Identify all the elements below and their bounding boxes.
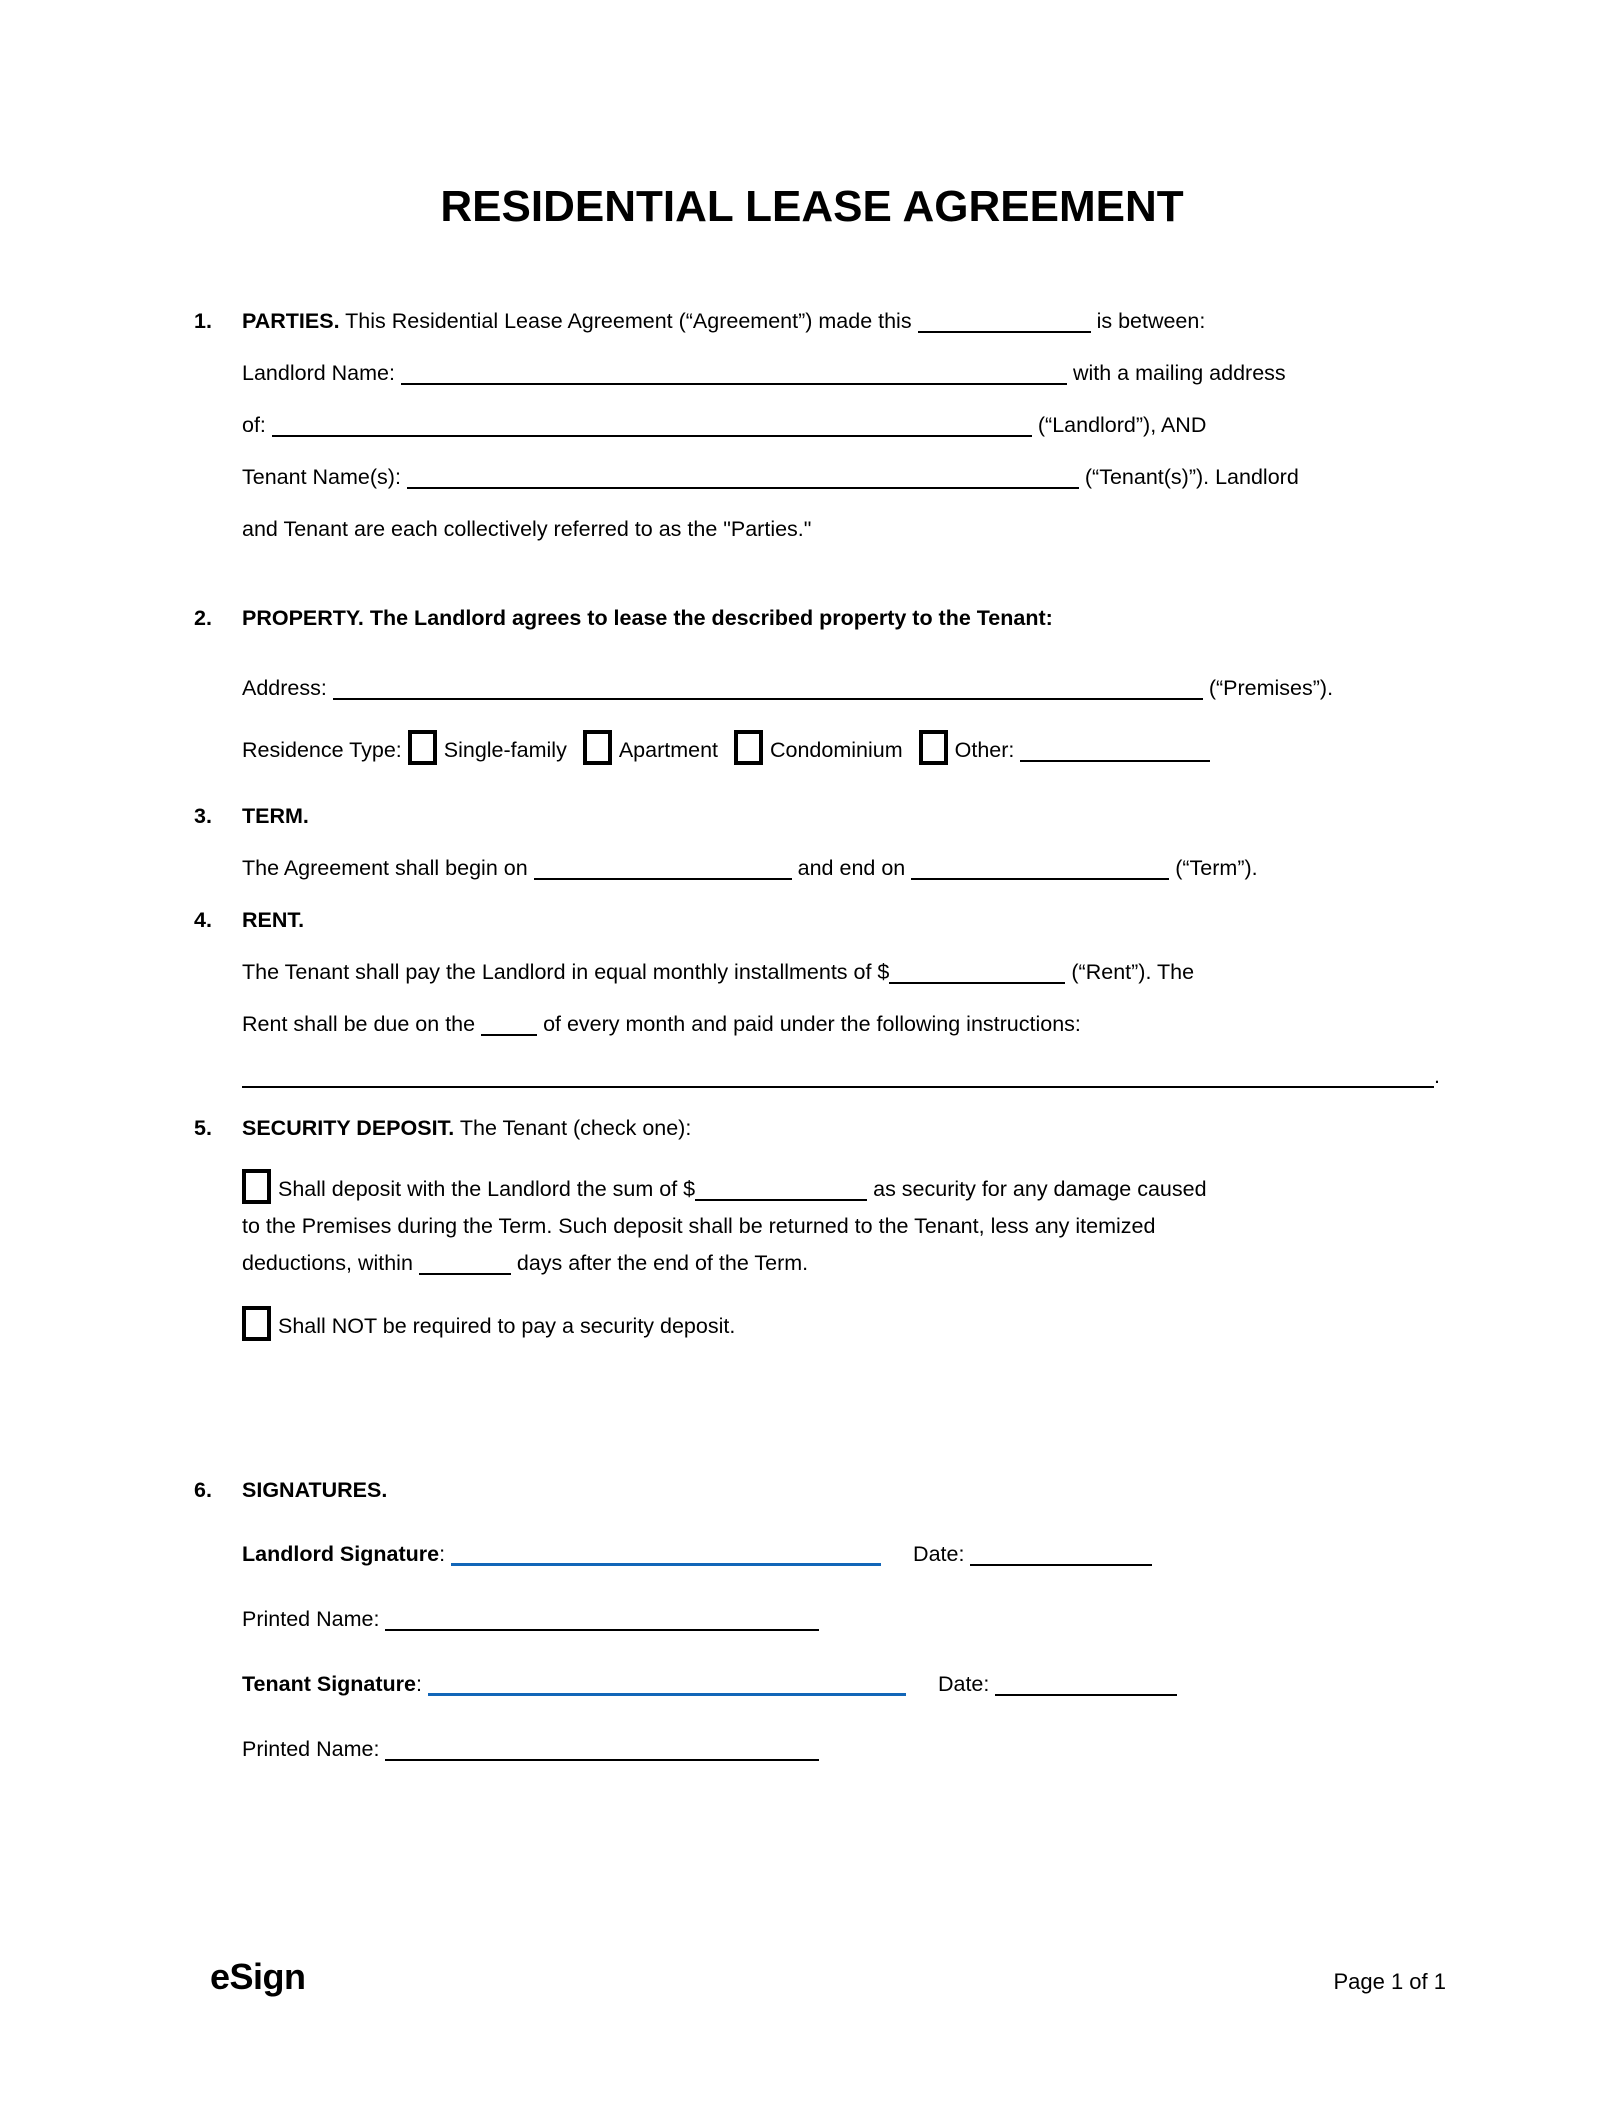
property-address-after: (“Premises”). xyxy=(1208,676,1334,700)
property-section-number: 2. xyxy=(194,606,212,630)
parties-section-number: 1. xyxy=(194,309,212,333)
tenant-printed-name-row xyxy=(194,1723,1448,1775)
agreement-date-blank[interactable] xyxy=(918,305,1091,333)
deposit-days-blank[interactable] xyxy=(419,1247,511,1275)
term-heading: TERM. xyxy=(242,804,309,828)
residence-type-label: Residence Type: xyxy=(242,738,402,762)
landlord-date-label: Date: xyxy=(913,1542,965,1566)
other-residence-blank[interactable] xyxy=(1020,734,1210,762)
tenant-printed-name-label: Printed Name: xyxy=(242,1737,380,1761)
term-heading-line xyxy=(194,790,1448,842)
checkbox-security-deposit[interactable] xyxy=(242,1169,271,1204)
rent-heading-line xyxy=(194,894,1448,946)
property-heading-line xyxy=(194,592,1448,644)
parties-closing-line xyxy=(194,503,1448,555)
checkbox-no-security-deposit[interactable] xyxy=(242,1306,271,1341)
rent-instructions-line xyxy=(194,1050,1448,1102)
tenant-printed-name-blank[interactable] xyxy=(385,1733,819,1761)
page-footer xyxy=(210,1956,1446,1998)
rent-line-period: . xyxy=(1434,1064,1440,1088)
rent-line-1 xyxy=(194,946,1448,998)
term-end-date-blank[interactable] xyxy=(911,852,1169,880)
tenant-name-after: (“Tenant(s)”). Landlord xyxy=(1084,465,1299,489)
tenant-signature-line-row xyxy=(194,1658,1448,1710)
landlord-signature-colon: : xyxy=(439,1542,446,1566)
term-start-date-blank[interactable] xyxy=(534,852,792,880)
parties-closing-text: and Tenant are each collectively referred to as the "Parties." xyxy=(242,517,812,541)
deposit-option-line-1 xyxy=(194,1169,1448,1208)
document-body xyxy=(194,232,1448,1775)
rent-amount-after: (“Rent”). The xyxy=(1071,960,1195,984)
landlord-signature-field[interactable] xyxy=(451,1537,881,1566)
landlord-address-after: (“Landlord”), AND xyxy=(1037,413,1207,437)
deposit-text-1b: as security for any damage caused xyxy=(873,1177,1207,1201)
deposit-text-2: to the Premises during the Term. Such deposit shall be returned to the Tenant, less any itemized xyxy=(242,1214,1156,1238)
term-end-text: and end on xyxy=(797,856,906,880)
rent-line-2 xyxy=(194,998,1448,1050)
property-address-line xyxy=(194,662,1448,714)
rent-section-number: 4. xyxy=(194,908,212,932)
parties-intro-before: This Residential Lease Agreement (“Agreement”) made this xyxy=(345,309,912,333)
landlord-printed-name-blank[interactable] xyxy=(385,1603,819,1631)
checkbox-single-family[interactable] xyxy=(408,730,437,765)
landlord-address-label: of: xyxy=(242,413,266,437)
checkbox-condominium[interactable] xyxy=(734,730,763,765)
parties-intro-after: is between: xyxy=(1096,309,1206,333)
deposit-text-3b: days after the end of the Term. xyxy=(516,1251,809,1275)
deposit-option-line-3 xyxy=(194,1245,1448,1282)
tenant-name-blank[interactable] xyxy=(407,461,1079,489)
rent-due-day-blank[interactable] xyxy=(481,1008,537,1036)
landlord-name-label: Landlord Name: xyxy=(242,361,395,385)
landlord-date-blank[interactable] xyxy=(970,1538,1152,1566)
security-heading: SECURITY DEPOSIT. xyxy=(242,1116,455,1140)
checkbox-other[interactable] xyxy=(919,730,948,765)
property-heading: PROPERTY. xyxy=(242,606,364,630)
landlord-name-after: with a mailing address xyxy=(1072,361,1286,385)
document-title: RESIDENTIAL LEASE AGREEMENT xyxy=(440,182,1184,231)
term-after-text: (“Term”). xyxy=(1175,856,1258,880)
rent-due-text: Rent shall be due on the xyxy=(242,1012,476,1036)
landlord-address-line xyxy=(194,399,1448,451)
landlord-signature-label: Landlord Signature xyxy=(242,1542,440,1566)
no-deposit-text: Shall NOT be required to pay a security deposit. xyxy=(278,1314,736,1338)
tenant-name-line xyxy=(194,451,1448,503)
term-body-line xyxy=(194,842,1448,894)
property-intro: The Landlord agrees to lease the described property to the Tenant: xyxy=(369,606,1053,630)
tenant-date-blank[interactable] xyxy=(995,1668,1177,1696)
rent-amount-blank[interactable] xyxy=(889,956,1065,984)
page-number: Page 1 of 1 xyxy=(1333,1969,1446,1994)
security-heading-line xyxy=(194,1102,1448,1154)
signatures-section-number: 6. xyxy=(194,1478,212,1502)
option-apartment-label: Apartment xyxy=(618,738,718,762)
rent-due-after: of every month and paid under the following instructions: xyxy=(543,1012,1081,1036)
option-single-family-label: Single-family xyxy=(443,738,567,762)
landlord-printed-name-row xyxy=(194,1593,1448,1645)
checkbox-apartment[interactable] xyxy=(583,730,612,765)
option-other-label: Other: xyxy=(954,738,1015,762)
esign-logo: eSign xyxy=(210,1956,306,1997)
residence-type-line xyxy=(194,724,1448,776)
tenant-date-label: Date: xyxy=(937,1672,990,1696)
tenant-signature-label: Tenant Signature xyxy=(242,1672,417,1696)
option-condominium-label: Condominium xyxy=(769,738,903,762)
deposit-sum-blank[interactable] xyxy=(695,1173,867,1201)
signatures-heading-line xyxy=(194,1464,1448,1516)
deposit-text-1: Shall deposit with the Landlord the sum of $ xyxy=(278,1177,696,1201)
deposit-option-line-2 xyxy=(194,1208,1448,1245)
deposit-text-3: deductions, within xyxy=(242,1251,413,1275)
landlord-address-blank[interactable] xyxy=(272,409,1032,437)
parties-heading: PARTIES. xyxy=(242,309,340,333)
property-address-label: Address: xyxy=(242,676,327,700)
tenant-name-label: Tenant Name(s): xyxy=(242,465,401,489)
landlord-signature-line-row xyxy=(194,1528,1448,1580)
tenant-signature-field[interactable] xyxy=(428,1667,906,1696)
tenant-signature-colon: : xyxy=(416,1672,422,1696)
landlord-name-line xyxy=(194,347,1448,399)
security-section-number: 5. xyxy=(194,1116,212,1140)
rent-heading: RENT. xyxy=(242,908,305,932)
property-address-blank[interactable] xyxy=(333,672,1203,700)
landlord-name-blank[interactable] xyxy=(401,357,1067,385)
rent-amount-text: The Tenant shall pay the Landlord in equal monthly installments of $ xyxy=(242,960,890,984)
signatures-heading: SIGNATURES. xyxy=(242,1478,388,1502)
term-section-number: 3. xyxy=(194,804,212,828)
parties-intro-line xyxy=(194,295,1448,347)
security-intro: The Tenant (check one): xyxy=(459,1116,692,1140)
no-deposit-option-line xyxy=(194,1306,1448,1345)
term-begin-text: The Agreement shall begin on xyxy=(242,856,528,880)
landlord-printed-name-label: Printed Name: xyxy=(242,1607,380,1631)
payment-instructions-blank[interactable] xyxy=(242,1060,1434,1088)
